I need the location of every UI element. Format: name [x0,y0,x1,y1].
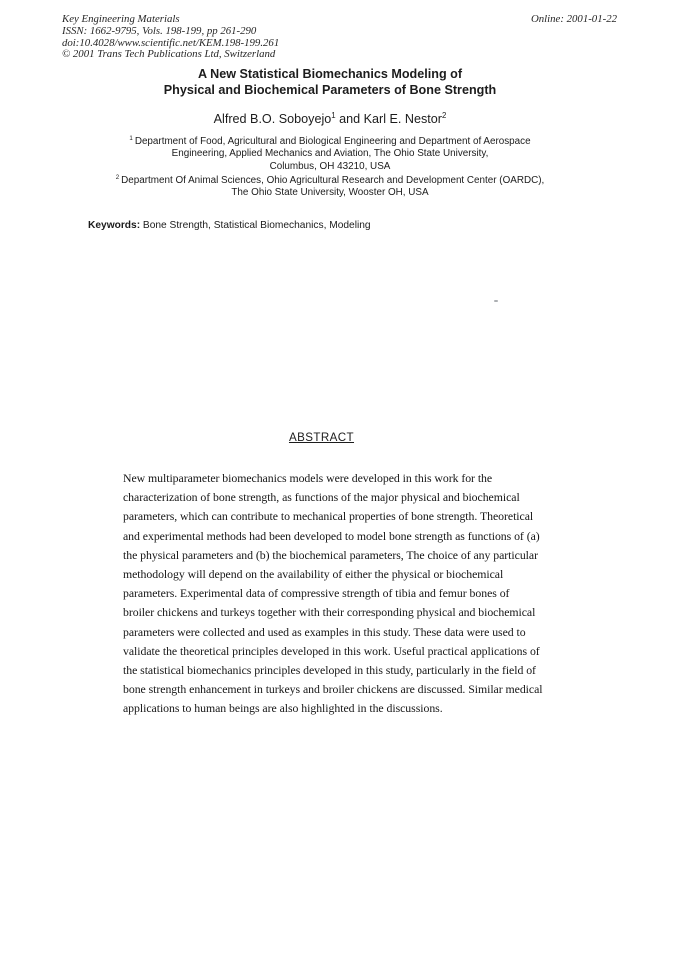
author-2-affiliation-marker: 2 [442,110,447,120]
affiliation-2 [0,175,660,200]
paper-title [0,66,660,98]
abstract-line: and experimental methods had been developed to model bone strength as functions of (a) [123,528,540,543]
abstract-line: New multiparameter biomechanics models were developed in this work for the [123,471,493,485]
author-2-name: Karl E. Nestor [363,112,442,126]
publication-info [62,14,279,61]
publication-header [62,14,617,61]
journal-name: Key Engineering Materials [62,13,180,25]
abstract-line: applications to human beings are also highlighted in the discussions. [123,701,443,716]
affiliation-1 [0,136,660,173]
abstract-line: the physical parameters and (b) the biochemical parameters, The choice of any particular [123,547,538,562]
authors-line [0,112,660,127]
affiliation-1-line-1 [0,136,660,148]
abstract-heading: ABSTRACT [288,431,355,444]
affiliation-1-line-1-text: Department of Food, Agricultural and Biological Engineering and Department of Aerospace [134,136,531,147]
abstract-text [123,469,553,719]
issn-volume-line: ISSN: 1662-9795, Vols. 198-199, pp 261-290 [62,24,257,37]
keywords-label: Keywords: [88,220,141,231]
keywords-line [88,220,371,231]
abstract-line: bone strength enhancement in turkeys and broiler chickens are discussed. Similar medical [123,682,543,697]
copyright-line: © 2001 Trans Tech Publications Ltd, Switzerland [62,48,276,61]
affiliation-2-line-1 [0,175,660,187]
paper-title-line-1: A New Statistical Biomechanics Modeling of [197,67,463,81]
abstract-line: validate the theoretical principles developed in this work. Useful practical applications of [123,643,540,658]
affiliation-2-line-2: The Ohio State University, Wooster OH, USA [231,187,429,199]
abstract-line: parameters. Experimental data of compressive strength of tibia and femur bones of [123,586,510,601]
affiliation-1-marker: 1 [129,134,133,142]
scan-artifact-dot [494,300,498,302]
paper-title-line-2: Physical and Biochemical Parameters of Bone Strength [163,83,497,97]
author-1-affiliation-marker: 1 [331,110,336,120]
affiliation-2-line-1-text: Department Of Animal Sciences, Ohio Agricultural Research and Development Center (OARDC), [121,175,545,186]
doi-line: doi:10.4028/www.scientific.net/KEM.198-199.261 [62,36,280,49]
affiliation-1-line-3: Columbus, OH 43210, USA [269,160,391,172]
keywords-text: Bone Strength, Statistical Biomechanics, Modeling [140,220,371,231]
abstract-line: the statistical biomechanics principles developed in this study, particularly in the field of [123,663,536,678]
abstract-line: broiler chickens and turkeys together with their corresponding physical and biochemical [123,605,536,620]
abstract-line: methodology will depend on the availability of either the physical or biochemical [123,567,504,582]
abstract-line: parameters were collected and used as examples in this study. These data were used to [123,624,526,639]
affiliation-2-marker: 2 [115,173,120,181]
author-1-name: Alfred B.O. Soboyejo [213,112,332,126]
abstract-line: parameters, which can contribute to mechanical properties of bone strength. Theoretical [123,509,534,524]
affiliation-1-line-2: Engineering, Applied Mechanics and Aviation, The Ohio State University, [171,148,489,160]
abstract-line: characterization of bone strength, as functions of the major physical and biochemical [123,490,520,505]
online-date: Online: 2001-01-22 [530,13,617,25]
authors-connector: and [335,112,364,126]
